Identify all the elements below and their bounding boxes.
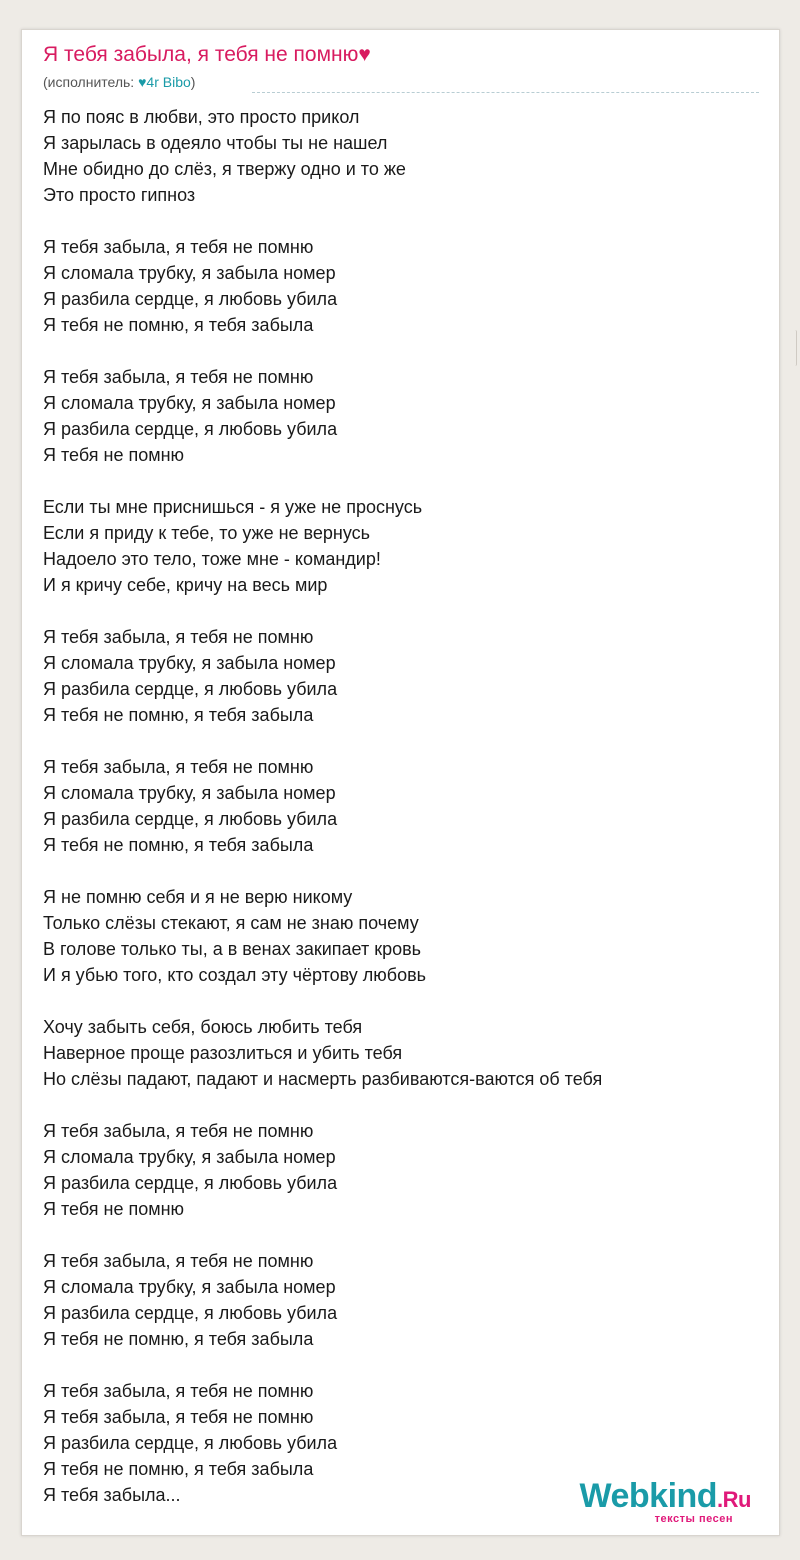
lyric-line: Я тебя забыла, я тебя не помню [43,367,314,387]
lyrics-card [21,29,780,1536]
artist-link[interactable] [138,74,191,90]
lyric-line: Я тебя не помню [43,1199,185,1219]
lyric-line: Я тебя забыла, я тебя не помню [43,237,314,257]
lyric-line: Я разбила сердце, я любовь убила [43,1173,338,1193]
lyric-line: Я тебя забыла, я тебя не помню [43,757,314,777]
lyric-line: Я не помню себя и я не верю никому [43,887,353,907]
lyric-line: Я тебя забыла, я тебя не помню [43,1407,314,1427]
lyric-line: Я тебя забыла, я тебя не помню [43,1381,314,1401]
stanza-gap [43,858,602,884]
lyric-line: Но слёзы падают, падают и насмерть разбиваются-ваются об тебя [43,1069,603,1089]
stanza-gap [43,1352,602,1378]
lyric-line: И я убью того, кто создал эту чёртову любовь [43,965,427,985]
stanza-gap [43,338,602,364]
lyric-line: Я разбила сердце, я любовь убила [43,1433,338,1453]
lyric-line: Я разбила сердце, я любовь убила [43,419,338,439]
lyric-line: Я тебя не помню, я тебя забыла [43,315,314,335]
lyric-line: Я сломала трубку, я забыла номер [43,393,336,413]
lyric-line: Я зарылась в одеяло чтобы ты не нашел [43,133,388,153]
logo-tld: .Ru [717,1487,751,1512]
lyric-line: Я разбила сердце, я любовь убила [43,809,338,829]
lyric-line: Я сломала трубку, я забыла номер [43,1147,336,1167]
song-title-text: Я тебя забыла, я тебя не помню [43,43,359,66]
lyric-line: И я кричу себе, кричу на весь мир [43,575,328,595]
logo-main: Webkind [579,1477,718,1515]
artist-name: 4r Bibo [146,74,191,90]
lyric-line: Хочу забыть себя, боюсь любить тебя [43,1017,363,1037]
logo-tagline: тексты песен [654,1513,733,1525]
stanza-gap [43,1222,602,1248]
webkind-logo[interactable] [580,1479,752,1513]
lyric-line: Наверное проще разозлиться и убить тебя [43,1043,403,1063]
lyric-line: Я тебя не помню, я тебя забыла [43,1459,314,1479]
lyric-line: Я тебя забыла... [43,1485,181,1505]
heart-icon: ♥ [358,43,371,66]
artist-suffix: ) [190,74,196,90]
lyric-line: Я сломала трубку, я забыла номер [43,653,336,673]
lyric-line: Я тебя забыла, я тебя не помню [43,1251,314,1271]
stanza-gap [43,598,602,624]
lyric-line: Я разбила сердце, я любовь убила [43,289,338,309]
lyric-line: Я сломала трубку, я забыла номер [43,783,336,803]
lyric-line: Если я приду к тебе, то уже не вернусь [43,523,371,543]
stanza-gap [43,208,602,234]
stanza-gap [43,1092,602,1118]
stanza-gap [43,728,602,754]
lyric-line: Только слёзы стекают, я сам не знаю почему [43,913,419,933]
lyric-line: Я тебя забыла, я тебя не помню [43,627,314,647]
lyric-line: Я тебя не помню, я тебя забыла [43,705,314,725]
title-divider [252,92,759,93]
lyric-line: Я тебя забыла, я тебя не помню [43,1121,314,1141]
stanza-gap [43,468,602,494]
lyric-line: Я тебя не помню [43,445,185,465]
lyric-line: Я по пояс в любви, это просто прикол [43,107,360,127]
lyric-line: Я тебя не помню, я тебя забыла [43,835,314,855]
lyric-line: Я разбила сердце, я любовь убила [43,679,338,699]
artist-line [43,74,195,90]
scroll-edge-mark [790,330,797,366]
lyric-line: Я сломала трубку, я забыла номер [43,263,336,283]
lyric-line: Я разбила сердце, я любовь убила [43,1303,338,1323]
stanza-gap [43,988,602,1014]
lyric-line: Надоело это тело, тоже мне - командир! [43,549,381,569]
lyrics-text [43,104,602,1508]
artist-heart-icon: ♥ [138,74,147,90]
lyric-line: Мне обидно до слёз, я твержу одно и то же [43,159,406,179]
lyric-line: Это просто гипноз [43,185,196,205]
lyric-line: Если ты мне приснишься - я уже не проснусь [43,497,423,517]
lyric-line: В голове только ты, а в венах закипает кровь [43,939,422,959]
lyric-line: Я сломала трубку, я забыла номер [43,1277,336,1297]
lyric-line: Я тебя не помню, я тебя забыла [43,1329,314,1349]
artist-prefix: (исполнитель: [43,74,139,90]
song-title [43,43,371,67]
